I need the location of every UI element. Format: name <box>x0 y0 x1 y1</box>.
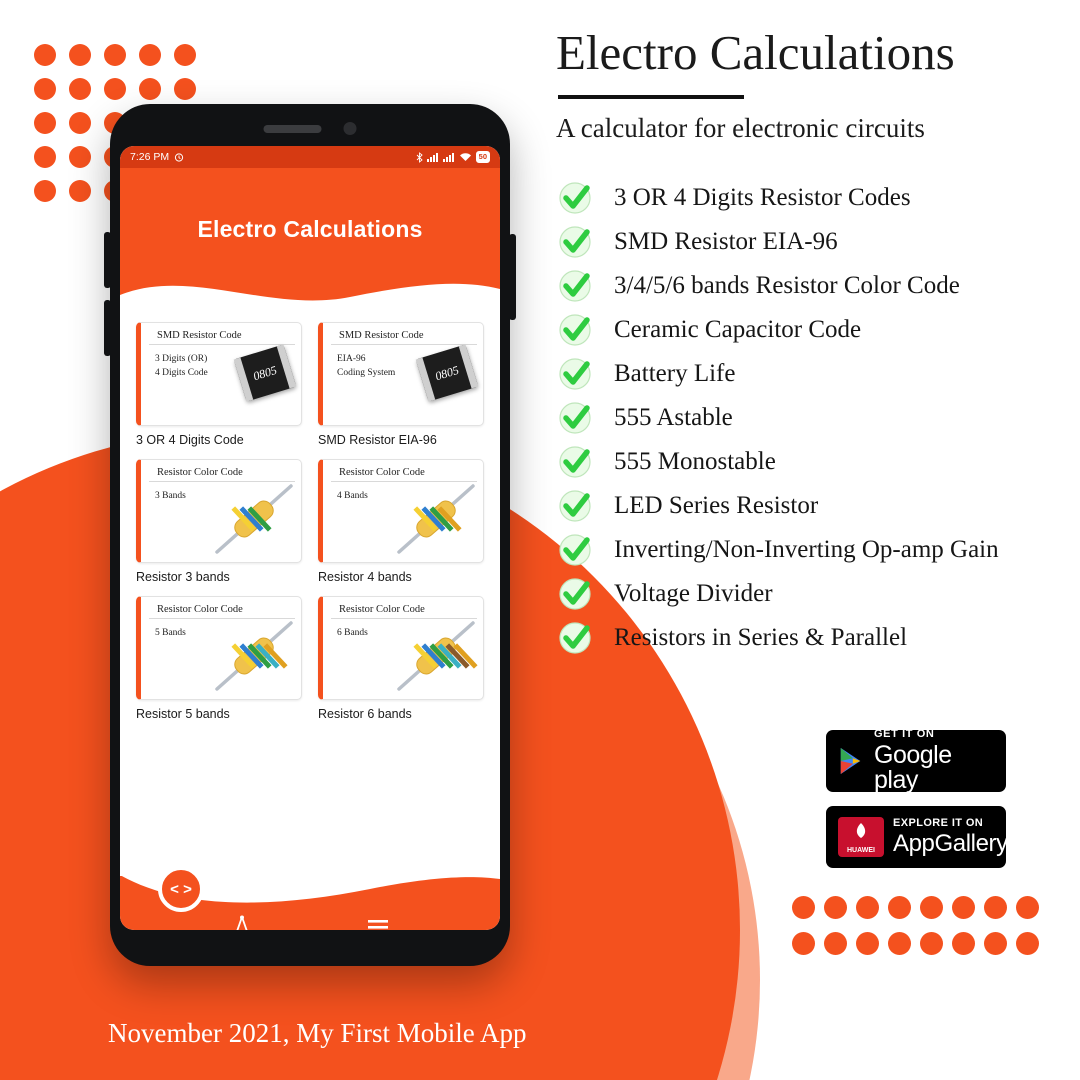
calculator-card-cell <box>318 596 484 721</box>
resistor-graphic <box>211 615 297 697</box>
card-title: SMD Resistor Code <box>149 323 295 345</box>
calculator-card[interactable] <box>136 322 302 426</box>
bluetooth-icon <box>416 152 423 163</box>
decorative-dot <box>920 932 943 955</box>
card-title: Resistor Color Code <box>331 460 477 482</box>
feature-row <box>556 308 1066 352</box>
feature-row <box>556 572 1066 616</box>
decorative-dot <box>104 78 126 100</box>
check-icon <box>556 531 596 569</box>
feature-row <box>556 176 1066 220</box>
phone-earpiece-area <box>264 122 357 135</box>
decorative-dot <box>856 932 879 955</box>
decorative-dot <box>34 146 56 168</box>
feature-label: 3/4/5/6 bands Resistor Color Code <box>614 272 960 299</box>
feature-label: 555 Astable <box>614 404 733 431</box>
decorative-dot <box>952 896 975 919</box>
feature-list <box>556 176 1066 660</box>
check-icon <box>556 619 596 657</box>
check-icon <box>556 443 596 481</box>
bottom-navigation-bar <box>120 876 500 930</box>
calculator-card-cell <box>136 459 302 584</box>
decorative-dot <box>174 44 196 66</box>
calculator-card[interactable] <box>318 596 484 700</box>
decorative-dot <box>34 180 56 202</box>
google-play-label: Google play <box>874 741 952 794</box>
decorative-dot <box>856 896 879 919</box>
resistor-graphic <box>211 478 297 560</box>
store-badges <box>826 730 1006 882</box>
decorative-dot <box>1016 896 1039 919</box>
decorative-dot <box>139 44 161 66</box>
feature-row <box>556 396 1066 440</box>
alarm-icon <box>174 152 184 162</box>
card-subtitle-line: 6 Bands <box>337 628 368 638</box>
resistor-graphic <box>393 478 479 560</box>
card-subtitle-line: 3 Bands <box>155 491 186 501</box>
calculator-card[interactable] <box>318 459 484 563</box>
card-label: Resistor 4 bands <box>318 570 412 584</box>
huawei-petal-icon <box>852 822 870 840</box>
header-curve <box>120 275 500 317</box>
decorative-dot <box>984 896 1007 919</box>
decorative-dot <box>824 932 847 955</box>
decorative-dot <box>69 44 91 66</box>
calculator-card-cell <box>318 459 484 584</box>
card-subtitle-line: EIA-96 <box>337 354 366 364</box>
compass-draw-icon[interactable] <box>229 914 255 930</box>
feature-row <box>556 440 1066 484</box>
front-camera-icon <box>344 122 357 135</box>
card-subtitle-line: 4 Digits Code <box>155 367 208 378</box>
huawei-icon <box>838 817 884 857</box>
check-icon <box>556 487 596 525</box>
calculator-card[interactable] <box>136 596 302 700</box>
phone-screen <box>120 146 500 930</box>
feature-label: Inverting/Non-Inverting Op-amp Gain <box>614 536 999 563</box>
feature-row <box>556 220 1066 264</box>
google-play-small-label: GET IT ON <box>874 728 935 740</box>
signal-bars-icon <box>443 152 455 162</box>
card-subtitle-line: 5 Bands <box>155 628 186 638</box>
decorative-dot <box>984 932 1007 955</box>
decorative-dot <box>104 44 126 66</box>
decorative-dot <box>824 896 847 919</box>
calculator-card[interactable] <box>318 322 484 426</box>
calculator-card-cell <box>318 322 484 447</box>
app-content <box>120 316 500 876</box>
info-column <box>556 24 1066 660</box>
list-icon[interactable] <box>365 914 391 930</box>
wifi-icon <box>459 152 472 162</box>
feature-label: Resistors in Series & Parallel <box>614 624 908 651</box>
footer-caption: November 2021, My First Mobile App <box>108 1018 527 1048</box>
decorative-dot <box>952 932 975 955</box>
dot-pattern-bottom-right <box>792 896 1048 968</box>
card-subtitle-line: 4 Bands <box>337 491 368 501</box>
smd-chip-label: 0805 <box>251 362 279 383</box>
decorative-dot <box>888 896 911 919</box>
feature-row <box>556 616 1066 660</box>
decorative-dot <box>174 78 196 100</box>
huawei-brand-label: HUAWEI <box>847 847 875 854</box>
decorative-dot <box>69 112 91 134</box>
calculator-card-cell <box>136 322 302 447</box>
battery-indicator: 50 <box>476 151 490 163</box>
title-divider <box>558 95 744 99</box>
check-icon <box>556 179 596 217</box>
card-label: Resistor 3 bands <box>136 570 230 584</box>
decorative-dot <box>69 180 91 202</box>
card-label: 3 OR 4 Digits Code <box>136 433 244 447</box>
card-title: Resistor Color Code <box>149 460 295 482</box>
calculator-card-cell <box>136 596 302 721</box>
check-icon <box>556 575 596 613</box>
decorative-dot <box>69 78 91 100</box>
check-icon <box>556 311 596 349</box>
phone-mockup <box>110 104 510 966</box>
decorative-dot <box>920 896 943 919</box>
phone-volume-down-button[interactable] <box>104 300 111 356</box>
card-label: Resistor 5 bands <box>136 707 230 721</box>
feature-label: SMD Resistor EIA-96 <box>614 228 838 255</box>
card-title: Resistor Color Code <box>149 597 295 619</box>
feature-row <box>556 264 1066 308</box>
feature-label: Voltage Divider <box>614 580 773 607</box>
page-subtitle: A calculator for electronic circuits <box>556 113 925 143</box>
phone-volume-up-button[interactable] <box>104 232 111 288</box>
decorative-dot <box>34 44 56 66</box>
app-header <box>120 168 500 316</box>
feature-row <box>556 352 1066 396</box>
card-title: SMD Resistor Code <box>331 323 477 345</box>
status-bar <box>120 146 500 168</box>
feature-label: Ceramic Capacitor Code <box>614 316 862 343</box>
card-subtitle-line: Coding System <box>337 367 396 378</box>
appgallery-label: AppGallery <box>893 830 1008 857</box>
decorative-dot <box>888 932 911 955</box>
appgallery-small-label: EXPLORE IT ON <box>893 817 984 829</box>
feature-row <box>556 484 1066 528</box>
appgallery-badge[interactable] <box>826 806 1006 868</box>
decorative-dot <box>792 932 815 955</box>
page-title: Electro Calculations <box>556 25 955 80</box>
app-title: Electro Calculations <box>197 216 423 242</box>
signal-bars-icon <box>427 152 439 162</box>
status-time: 7:26 PM <box>130 151 170 163</box>
feature-label: Battery Life <box>614 360 736 387</box>
card-label: SMD Resistor EIA-96 <box>318 433 437 447</box>
calculator-card[interactable] <box>136 459 302 563</box>
decorative-dot <box>34 112 56 134</box>
code-fab-button[interactable]: < > <box>158 866 204 912</box>
feature-row <box>556 528 1066 572</box>
card-title: Resistor Color Code <box>331 597 477 619</box>
resistor-graphic <box>393 615 479 697</box>
feature-label: 3 OR 4 Digits Resistor Codes <box>614 184 911 211</box>
card-label: Resistor 6 bands <box>318 707 412 721</box>
earpiece-speaker <box>264 125 322 133</box>
decorative-dot <box>139 78 161 100</box>
decorative-dot <box>1016 932 1039 955</box>
feature-label: LED Series Resistor <box>614 492 819 519</box>
decorative-dot <box>69 146 91 168</box>
check-icon <box>556 399 596 437</box>
check-icon <box>556 223 596 261</box>
card-subtitle-line: 3 Digits (OR) <box>155 354 208 364</box>
google-play-badge[interactable] <box>826 730 1006 792</box>
check-icon <box>556 355 596 393</box>
smd-chip-label: 0805 <box>433 362 461 383</box>
check-icon <box>556 267 596 305</box>
google-play-icon <box>838 747 864 775</box>
feature-label: 555 Monostable <box>614 448 776 475</box>
phone-power-button[interactable] <box>509 234 516 320</box>
calculator-card-grid <box>136 322 484 721</box>
decorative-dot <box>792 896 815 919</box>
decorative-dot <box>34 78 56 100</box>
